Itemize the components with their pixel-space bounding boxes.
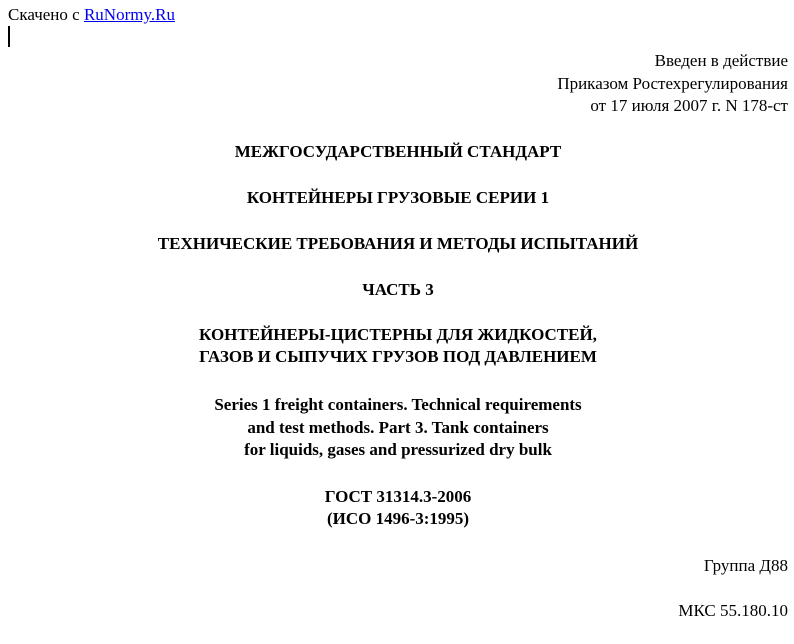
document-subtitle: ТЕХНИЧЕСКИЕ ТРЕБОВАНИЯ И МЕТОДЫ ИСПЫТАНИЙ — [157, 234, 639, 253]
source-prefix: Скачено с — [8, 5, 84, 24]
enactment-line: Приказом Ростехрегулирования — [557, 73, 788, 93]
text-cursor — [8, 26, 10, 47]
standard-type-heading: МЕЖГОСУДАРСТВЕННЫЙ СТАНДАРТ — [234, 142, 562, 161]
part-heading: ЧАСТЬ 3 — [362, 280, 434, 299]
iso-designation: (ИСО 1496-3:1995) — [326, 509, 470, 528]
enactment-line: Введен в действие — [654, 51, 788, 70]
mks-code: МКС 55.180.10 — [678, 601, 788, 620]
english-title-line: and test methods. Part 3. Tank containers — [247, 417, 549, 437]
enactment-block — [557, 50, 788, 118]
part-title-line: ГАЗОВ И СЫПУЧИХ ГРУЗОВ ПОД ДАВЛЕНИЕМ — [199, 347, 597, 366]
enactment-line: от 17 июля 2007 г. N 178-ст — [590, 96, 788, 115]
document-title: КОНТЕЙНЕРЫ ГРУЗОВЫЕ СЕРИИ 1 — [246, 188, 550, 207]
source-line — [8, 5, 175, 25]
english-title — [0, 394, 794, 462]
designation-block — [0, 486, 794, 530]
english-title-line: for liquids, gases and pressurized dry bulk — [244, 440, 552, 459]
gost-designation: ГОСТ 31314.3-2006 — [324, 487, 472, 506]
part-title-line: КОНТЕЙНЕРЫ-ЦИСТЕРНЫ ДЛЯ ЖИДКОСТЕЙ, — [199, 325, 597, 344]
english-title-line: Series 1 freight containers. Technical requirements — [214, 395, 582, 414]
group-code: Группа Д88 — [703, 556, 788, 575]
part-title — [0, 324, 794, 368]
source-link[interactable]: RuNormy.Ru — [83, 5, 175, 24]
